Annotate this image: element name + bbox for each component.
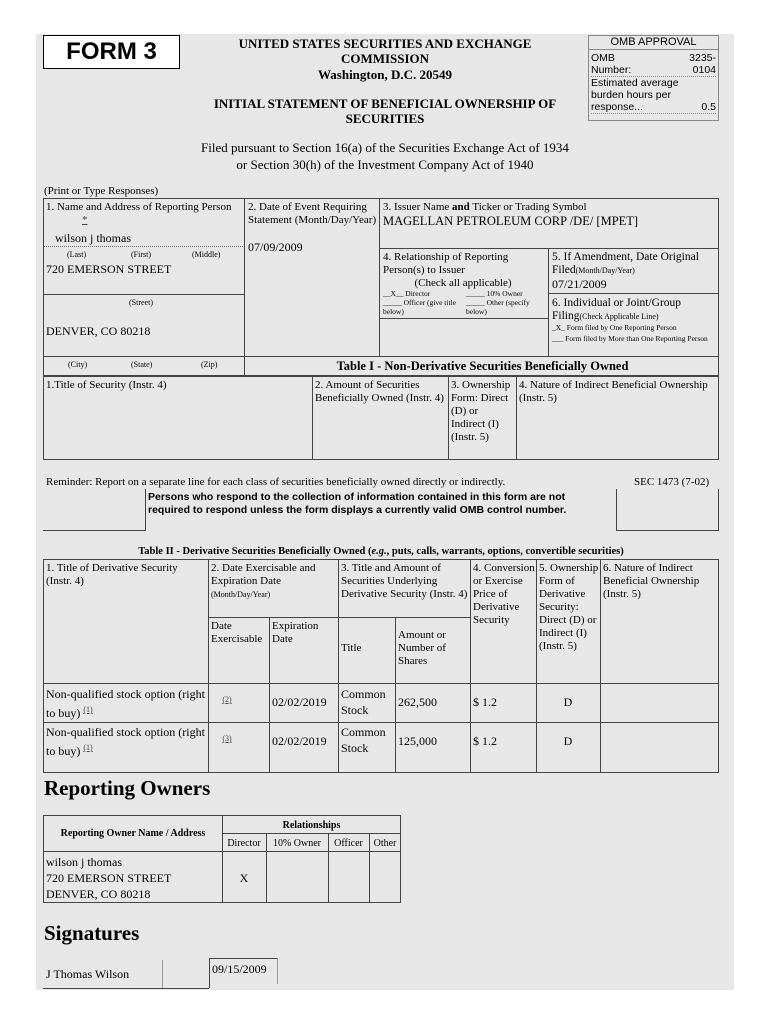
security-title: Non-qualified stock option (right to buy) $^{(1)}$ — [46, 687, 205, 720]
sec-number: SEC 1473 (7-02) — [634, 476, 710, 488]
director-header: Director — [227, 838, 261, 849]
signature-date: 09/15/2009 — [212, 962, 267, 976]
table1-col3: 3. Ownership Form: Direct (D) or Indirect (I) (Instr. 5) — [451, 379, 511, 443]
statement-title: INITIAL STATEMENT OF BENEFICIAL OWNERSHIP OF SECURITIES — [213, 96, 557, 126]
underlying-amount: 262,500 — [398, 695, 437, 709]
table1-col4: 4. Nature of Indirect Beneficial Ownership (Instr. 5) — [519, 379, 708, 404]
table1-title: Table I - Non-Derivative Securities Beneficially Owned — [336, 359, 629, 373]
other-header: Other — [373, 838, 397, 849]
ten-percent-header: 10% Owner — [272, 838, 322, 849]
table2-col4: 4. Conversion or Exercise Price of Derivative Security — [473, 562, 535, 626]
owner-street: 720 EMERSON STREET — [46, 871, 172, 885]
box1-label: 1. Name and Address of Reporting Person — [46, 201, 232, 213]
box6-label: 6. Individual or Joint/Group Filing(Check Applicable Line) — [552, 297, 682, 322]
last-label: (Last) — [67, 250, 87, 259]
omb-number-label: Number: — [591, 64, 632, 76]
signatures-heading: Signatures — [44, 921, 140, 945]
box5-label: 5. If Amendment, Date Original Filed(Month/Day/Year) — [552, 251, 699, 276]
zip-label: (Zip) — [201, 360, 218, 369]
expiration-date: 02/02/2019 — [272, 695, 327, 709]
conversion-price: $ 1.2 — [473, 734, 497, 748]
box2-label: 2. Date of Event Requiring Statement (Month/Day/Year) — [248, 201, 377, 226]
table1-col1: 1.Title of Security (Instr. 4) — [46, 379, 167, 391]
box4-check-label: (Check all applicable) — [414, 277, 512, 289]
underlying-amount: 125,000 — [398, 734, 437, 748]
reminder-text: Reminder: Report on a separate line for each class of securities beneficially owned directly or indirectly. — [46, 476, 506, 488]
omb-approval-box — [588, 35, 719, 121]
amount-shares-header: Amount or Number of Shares — [398, 629, 446, 667]
relationships-header: Relationships — [282, 820, 341, 831]
omb-hours: 0.5 — [701, 101, 716, 113]
box4-label: 4. Relationship of Reporting Person(s) to Issuer — [383, 251, 509, 276]
reporting-owners-heading: Reporting Owners — [44, 776, 211, 800]
table2-title: Table II - Derivative Securities Beneficially Owned (e.g., puts, calls, warrants, options, convertible securities) — [138, 546, 624, 557]
state-label: (State) — [131, 360, 153, 369]
box1-asterisk — [82, 214, 88, 227]
print-or-type: (Print or Type Responses) — [44, 185, 159, 197]
city-label: (City) — [68, 360, 88, 369]
omb-burden-label: burden hours per — [591, 89, 671, 101]
agency-name: UNITED STATES SECURITIES AND EXCHANGE COMMISSION — [238, 36, 532, 66]
table2-col6: 6. Nature of Indirect Beneficial Ownership (Instr. 5) — [603, 562, 700, 600]
owners-name-header: Reporting Owner Name / Address — [60, 828, 206, 839]
street-label: (Street) — [129, 298, 153, 307]
footnote-link[interactable]: (2) — [222, 695, 232, 704]
first-label: (First) — [131, 250, 151, 259]
date-exercisable-header: Date Exercisable — [211, 620, 263, 645]
ten-percent-check: _____ 10% Owner — [466, 289, 523, 298]
title-header: Title — [341, 642, 362, 654]
table1-col2: 2. Amount of Securities Beneficially Owned (Instr. 4) — [315, 379, 444, 404]
table2-col1: 1. Title of Derivative Security (Instr. 4) — [46, 562, 178, 587]
omb-estimate-label: Estimated average — [591, 77, 679, 89]
filed-pursuant-line2: or Section 30(h) of the Investment Company Act of 1940 — [236, 157, 534, 172]
reporting-person-name: wilson j thomas — [55, 231, 132, 245]
owner-director-mark: X — [239, 871, 249, 885]
signature-name: J Thomas Wilson — [46, 967, 130, 981]
city-state-zip: DENVER, CO 80218 — [46, 324, 151, 338]
street-address: 720 EMERSON STREET — [46, 262, 172, 276]
ownership-form: D — [563, 734, 573, 748]
omb-title: OMB APPROVAL — [589, 36, 718, 50]
filing-option-multiple: ___ Form filed by More than One Reporting Person — [552, 334, 708, 343]
underlying-title: Common Stock — [341, 725, 386, 755]
footnote-link[interactable]: (1) — [83, 743, 93, 752]
conversion-price: $ 1.2 — [473, 695, 497, 709]
ownership-form: D — [563, 695, 573, 709]
form-title: FORM 3 — [66, 38, 157, 65]
owner-name: wilson j thomas — [46, 855, 123, 869]
expiration-date-header: Expiration Date — [272, 620, 319, 645]
other-check: _____ Other (specify below) — [466, 298, 530, 316]
table2-col3: 3. Title and Amount of Securities Underlying Derivative Security (Instr. 4) — [341, 562, 468, 600]
underlying-title: Common Stock — [341, 687, 386, 717]
security-title: Non-qualified stock option (right to buy) $^{(1)}$ — [46, 725, 205, 758]
event-date: 07/09/2009 — [248, 240, 303, 254]
form-title-box — [43, 35, 180, 69]
asterisk-link[interactable]: * — [82, 214, 88, 226]
date-exercisable — [209, 732, 245, 745]
agency-city: Washington, D.C. 20549 — [318, 67, 452, 82]
omb-number-1: 3235- — [689, 52, 716, 64]
filing-option-one: _X_ Form filed by One Reporting Person — [552, 323, 677, 332]
amendment-date: 07/21/2009 — [552, 277, 607, 291]
issuer-name: MAGELLAN PETROLEUM CORP /DE/ [MPET] — [383, 214, 639, 228]
box3-label: 3. Issuer Name and Ticker or Trading Symbol — [383, 201, 587, 213]
owner-city: DENVER, CO 80218 — [46, 887, 151, 901]
footnote-link[interactable]: (3) — [222, 734, 232, 743]
officer-header: Officer — [334, 838, 363, 849]
middle-label: (Middle) — [192, 250, 221, 259]
director-check: __X__ Director — [383, 289, 431, 298]
omb-number-2: 0104 — [692, 64, 716, 76]
filed-pursuant-line1: Filed pursuant to Section 16(a) of the Securities Exchange Act of 1934 — [201, 140, 569, 155]
omb-notice-text: Persons who respond to the collection of information contained in this form are not required to respond unless the form displays a currently valid OMB control number. — [148, 491, 567, 516]
date-exercisable — [209, 693, 245, 706]
table2-col5: 5. Ownership Form of Derivative Security: Direct (D) or Indirect (I) (Instr. 5) — [539, 562, 599, 652]
officer-check: _____ Officer (give title below) — [383, 298, 456, 316]
omb-label: OMB — [591, 52, 615, 64]
omb-response-label: response... — [591, 101, 643, 113]
expiration-date: 02/02/2019 — [272, 734, 327, 748]
footnote-link[interactable]: (1) — [83, 705, 93, 714]
table2-col2: 2. Date Exercisable and Expiration Date (Month/Day/Year) — [211, 562, 316, 599]
